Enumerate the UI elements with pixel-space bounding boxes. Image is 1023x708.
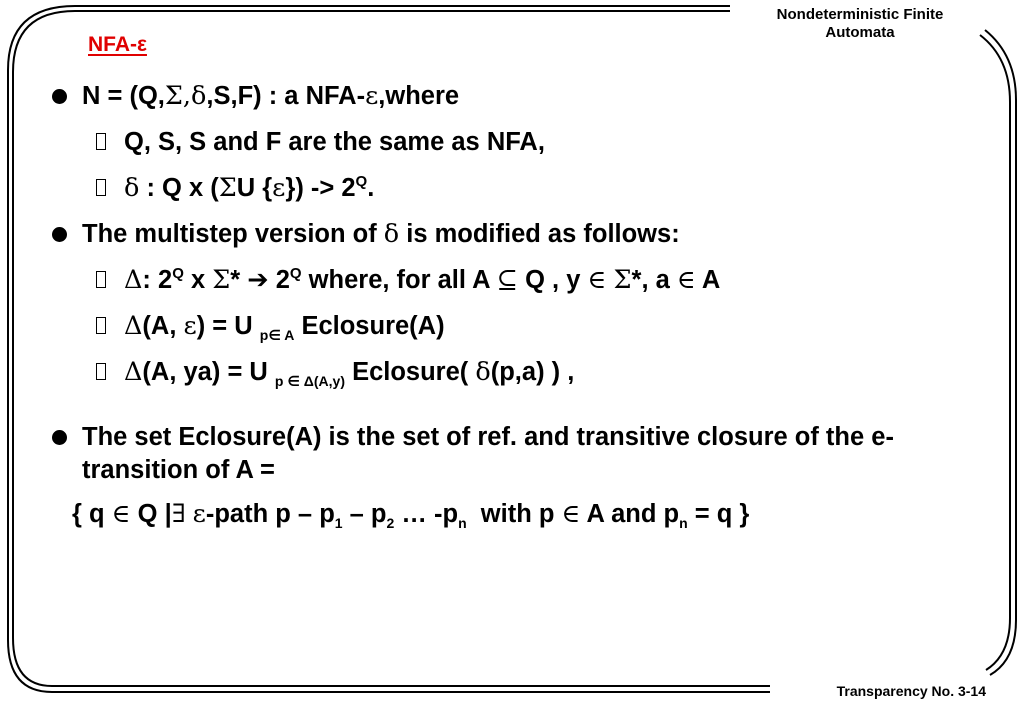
subscript: 1 (334, 515, 343, 531)
text-segment: (A, (142, 312, 184, 340)
text-segment: … -p (394, 500, 459, 528)
math-segment: ∈ (561, 499, 581, 529)
header-title-line1: Nondeterministic Finite (776, 6, 944, 23)
bullet-dot-icon (52, 430, 67, 445)
sub-bullet-box-icon (96, 271, 106, 288)
bullet-nfa-definition (48, 80, 1003, 113)
math-segment: Σ,δ (164, 81, 207, 111)
subscript: p∈ A (259, 327, 295, 343)
subbullet-same-as-nfa (48, 126, 1003, 159)
slide-content (48, 80, 1003, 531)
subscript: p ∈ Δ(A,y) (274, 373, 345, 389)
text-segment: Q, S, S and F are the same as NFA, (124, 128, 545, 156)
math-segment: δ (124, 173, 140, 203)
subscript: n (679, 515, 688, 531)
bullet-dot-icon (52, 227, 67, 242)
math-segment: Δ (124, 311, 143, 341)
math-segment: ∈ (111, 499, 131, 529)
math-segment: ε (272, 173, 286, 203)
text-segment: – p (342, 500, 387, 528)
math-segment: Δ (124, 265, 143, 295)
text-segment: A (695, 266, 721, 294)
subscript: 2 (386, 515, 395, 531)
text-segment: where, for all A (301, 266, 497, 294)
text-segment: = q } (687, 500, 750, 528)
superscript: Q (355, 173, 368, 190)
sub-bullet-box-icon (96, 317, 106, 334)
math-segment: ε (192, 499, 206, 529)
text-segment: Eclosure( (344, 358, 476, 386)
text-segment: ,S,F) : a NFA- (206, 82, 366, 110)
math-segment: ∈ (587, 265, 607, 295)
superscript: Q (172, 265, 184, 282)
math-segment: ⊆ (496, 265, 519, 295)
bullet-multistep-version (48, 218, 1003, 251)
text-segment: * (230, 266, 248, 294)
text-segment: The set Eclosure(A) is the set of ref. and transitive closure of the e-transition of A = (82, 423, 894, 484)
text-segment: (A, ya) = U (142, 358, 275, 386)
text-segment: 2 (268, 266, 290, 294)
math-segment: Σ (613, 265, 632, 295)
text-segment: : 2 (142, 266, 173, 294)
text-segment: }) -> 2 (285, 174, 356, 202)
text-segment: ) = U (196, 312, 260, 340)
text-segment: (p,a) ) , (490, 358, 575, 386)
math-segment: Δ (124, 357, 143, 387)
header-title (725, 6, 995, 42)
text-segment: A and p (580, 500, 680, 528)
math-segment: ∃ (171, 499, 186, 529)
superscript: Q (289, 265, 302, 282)
bullet-dot-icon (52, 89, 67, 104)
text-segment: U { (236, 174, 273, 202)
text-segment: is modified as follows: (399, 220, 680, 248)
sub-bullet-box-icon (96, 133, 106, 150)
text-segment: N = (Q, (82, 82, 165, 110)
eclosure-set-expression (48, 498, 1003, 531)
text-segment: Eclosure(A) (294, 312, 445, 340)
math-segment: ∈ (676, 265, 696, 295)
text-segment: { q (72, 500, 112, 528)
math-segment: ε (183, 311, 197, 341)
sub-bullet-box-icon (96, 179, 106, 196)
footer-transparency-number: Transparency No. 3-14 (836, 683, 986, 699)
text-segment: Q | (130, 500, 172, 528)
math-segment: Σ (212, 265, 231, 295)
text-segment: Q , y (518, 266, 588, 294)
slide-title: NFA-ε (88, 33, 147, 56)
subbullet-delta-definition (48, 172, 1003, 205)
text-segment: . (367, 174, 375, 202)
text-segment: : Q x ( (139, 174, 219, 202)
subbullet-delta-ya (48, 356, 1003, 389)
math-segment: δ (475, 357, 491, 387)
text-segment: The multistep version of (82, 220, 384, 248)
header-title-line2: Automata (825, 24, 895, 41)
text-segment: x (183, 266, 213, 294)
text-segment: -path p – p (205, 500, 335, 528)
subscript: n (458, 515, 467, 531)
sub-bullet-box-icon (96, 363, 106, 380)
math-segment: δ (383, 219, 400, 249)
text-segment: with p (466, 500, 562, 528)
subbullet-delta-epsilon (48, 310, 1003, 343)
bullet-eclosure-definition (48, 421, 1003, 487)
math-segment: Σ (218, 173, 237, 203)
text-segment: *, a (631, 266, 677, 294)
text-segment (186, 500, 193, 528)
subbullet-delta-multistep-type (48, 264, 1003, 297)
arrow-icon: ➔ (247, 265, 269, 295)
math-segment: ε (365, 81, 379, 111)
text-segment: ,where (378, 82, 460, 110)
